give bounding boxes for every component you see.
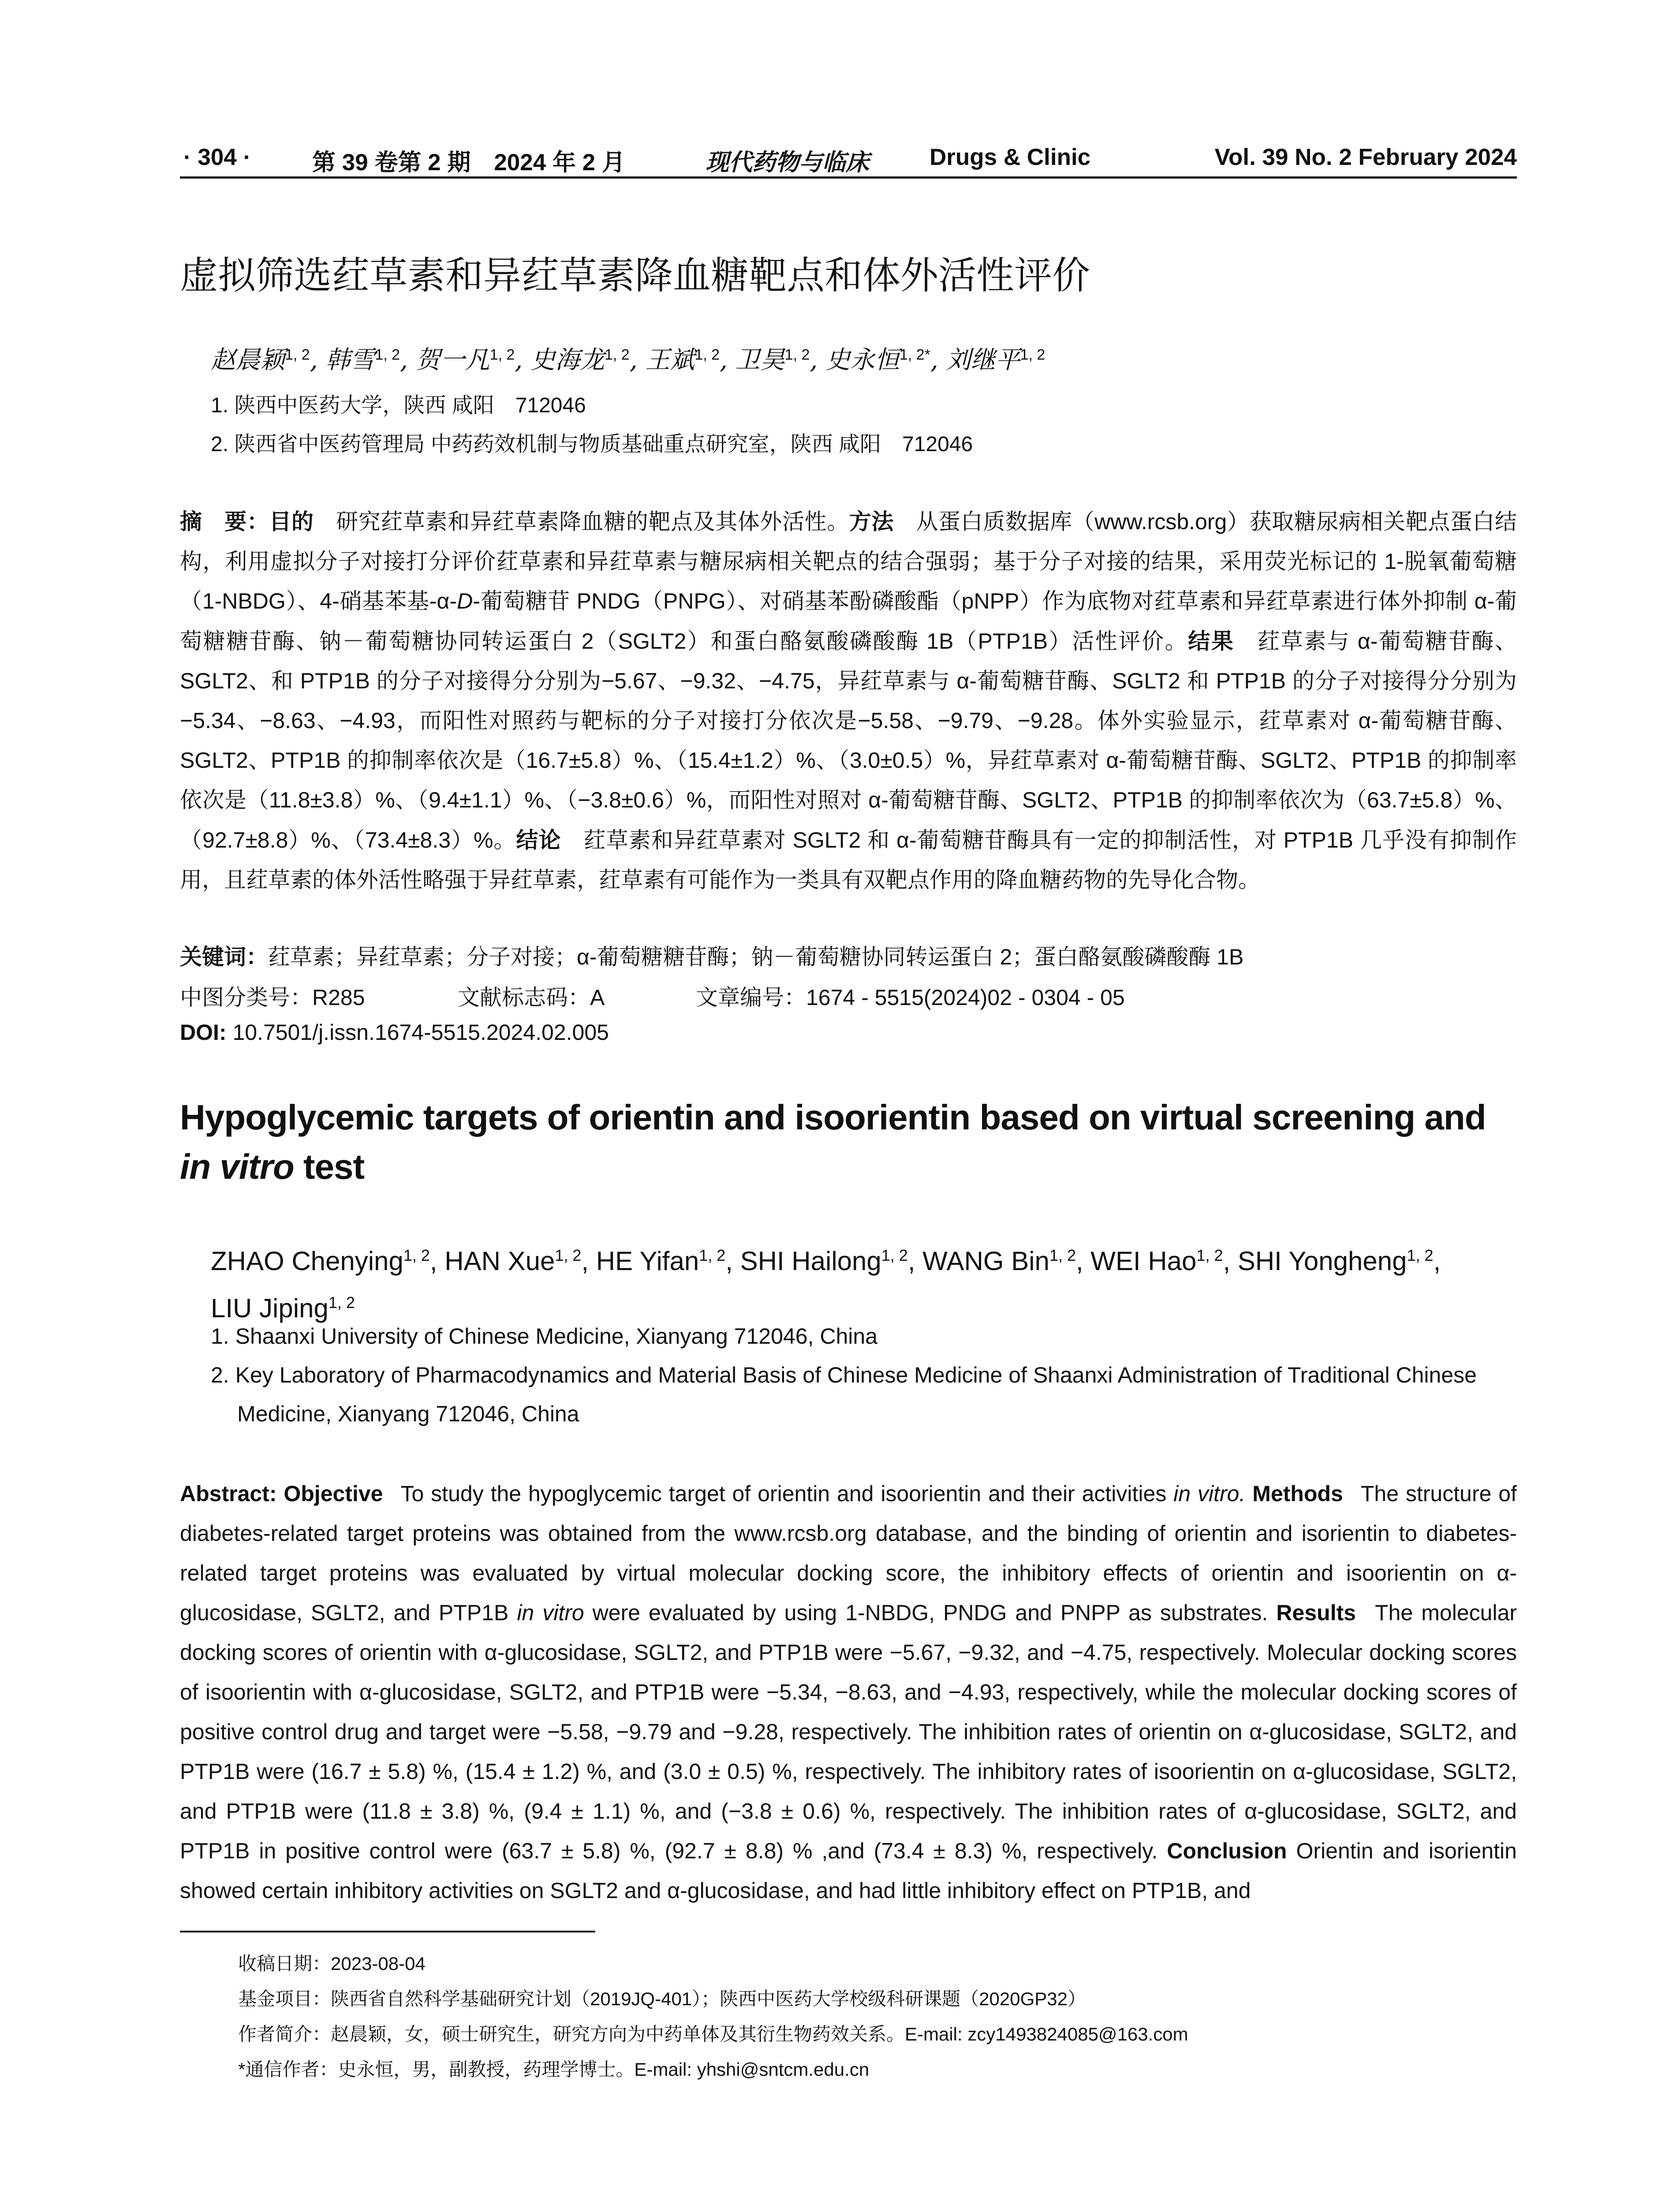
author-name: 贺一凡 xyxy=(415,346,490,374)
author-affil-sup: 1, 2 xyxy=(604,346,630,363)
author-list-cn: 赵晨颖$^{1, 2}$, 韩雪$^{1, 2}$, 贺一凡$^{1, 2}$, 史海龙$^{1, 2}$, 王斌$^{1, 2}$, 卫昊$^{1, 2}$, 史永恒$^{1, 2*}$, 刘继平$^{1, 2}$ xyxy=(211,346,1045,374)
author-name: 赵晨颖 xyxy=(211,346,285,374)
author-name: 史永恒 xyxy=(825,346,900,374)
author-name: LIU Jiping xyxy=(211,1293,329,1323)
conclusion-label: Conclusion xyxy=(1167,1839,1287,1863)
author-name: 韩雪 xyxy=(325,346,375,374)
author-name: HE Yifan xyxy=(596,1246,699,1276)
author-name: 史海龙 xyxy=(530,346,605,374)
author-affil-sup: 1, 2 xyxy=(1049,1246,1076,1264)
author-name: ZHAO Chenying xyxy=(211,1246,403,1276)
author-name: HAN Xue xyxy=(444,1246,555,1276)
author-name: WANG Bin xyxy=(922,1246,1049,1276)
abstract-objective-label: Abstract: Objective xyxy=(180,1481,383,1506)
article-title-cn: 虚拟筛选荭草素和异荭草素降血糖靶点和体外活性评价 xyxy=(180,254,1090,297)
author-affil-sup: 1, 2 xyxy=(784,346,810,363)
affiliation-en-1: 1. Shaanxi University of Chinese Medicine, Xianyang 712046, China xyxy=(211,1324,878,1349)
author-name: 王斌 xyxy=(645,346,695,374)
author-name: 卫昊 xyxy=(735,346,785,374)
conclusion-label: 结论 xyxy=(516,827,561,852)
journal-name-en: Drugs & Clinic xyxy=(930,144,1091,170)
abstract-label: 摘 要： xyxy=(180,509,269,534)
volume-issue-en: Vol. 39 No. 2 February 2024 xyxy=(1214,144,1517,170)
author-affil-sup: 1, 2 xyxy=(1196,1246,1223,1264)
author-name: SHI Yongheng xyxy=(1237,1246,1407,1276)
author-affil-sup: 1, 2 xyxy=(375,346,400,363)
doi-link[interactable]: 10.7501/j.issn.1674-5515.2024.02.005 xyxy=(226,1020,609,1045)
author-affil-sup: 1, 2 xyxy=(699,1246,726,1264)
doi-line xyxy=(180,1020,1517,1045)
article-title-en xyxy=(180,1093,1517,1192)
footnote-fund: 基金项目：陕西省自然科学基础研究计划（2019JQ-401）；陕西中医药大学校级科研课题（2020GP32） xyxy=(238,1988,1086,2009)
footnote-divider xyxy=(180,1931,595,1932)
footnote-author-bio: 作者简介：赵晨颖，女，硕士研究生，研究方向为中药单体及其衍生物药效关系。E-mail: zcy1493824085@163.com xyxy=(238,2024,1188,2044)
title-en-main: Hypoglycemic targets of orientin and isoorientin based on virtual screening and xyxy=(180,1098,1486,1137)
footnote-corresponding: *通信作者：史永恒，男，副教授，药理学博士。E-mail: yhshi@sntcm.edu.cn xyxy=(238,2059,870,2080)
affiliation-en-2: 2. Key Laboratory of Pharmacodynamics and Material Basis of Chinese Medicine of Shaanxi Administration of Traditional Chinese Medicine, Xianyang 712046, China xyxy=(211,1363,1477,1426)
volume-issue-cn: 第 39 卷第 2 期 2024 年 2 月 xyxy=(312,149,625,176)
author-affil-sup: 1, 2 xyxy=(403,1246,430,1264)
methods-label: Methods xyxy=(1252,1481,1343,1506)
methods-text-cont: were evaluated by using 1-NBDG, PNDG and PNPP as substrates. xyxy=(584,1600,1268,1625)
author-affil-sup: 1, 2 xyxy=(285,346,310,363)
methods-italic: D xyxy=(457,589,473,614)
objective-text: 研究荭草素和异荭草素降血糖的靶点及其体外活性。 xyxy=(336,509,849,534)
abstract-en xyxy=(180,1474,1517,1910)
journal-name-cn: 现代药物与临床 xyxy=(706,149,869,176)
author-list-en: ZHAO Chenying$^{1, 2}$, HAN Xue$^{1, 2}$, HE Yifan$^{1, 2}$, SHI Hailong$^{1, 2}$, WANG Bin$^{1, 2}$, WEI Hao$^{1, 2}$, SHI Yongheng$^{1, 2}$, LIU Jiping$^{1, 2}$ xyxy=(211,1246,1441,1323)
abstract-cn xyxy=(180,502,1517,900)
objective-italic: in vitro. xyxy=(1173,1481,1246,1506)
affiliation-cn-1: 1. 陕西中医药大学，陕西 咸阳 712046 xyxy=(211,394,586,417)
author-affil-sup: 1, 2* xyxy=(899,346,930,363)
conclusion-text: Orientin and isorientin showed certain inhibitory activities on SGLT2 and α-glucosidase, and had little inhibitory effect on PTP1B, and xyxy=(180,1839,1517,1903)
running-header xyxy=(180,140,1517,179)
title-en-end: test xyxy=(294,1147,365,1186)
author-affil-sup: 1, 2 xyxy=(1020,346,1045,363)
article-number: 文章编号：1674 - 5515(2024)02 - 0304 - 05 xyxy=(696,985,1125,1010)
methods-text: The structure of diabetes-related target proteins was obtained from the www.rcsb.org database, and the binding of orientin and isorientin to diabetes-related target proteins was evaluated by virtual molecular docking score, the inhibitory effects of orientin and isoorientin on α-glucosidase, SGLT2, and PTP1B xyxy=(180,1481,1517,1625)
clc-number: 中图分类号：R285 xyxy=(180,985,365,1010)
author-affil-sup: 1, 2 xyxy=(881,1246,908,1264)
author-affil-sup: 1, 2 xyxy=(555,1246,582,1264)
results-label: 结果 xyxy=(1188,628,1235,654)
footnote-received: 收稿日期：2023-08-04 xyxy=(238,1953,426,1974)
author-name: WEI Hao xyxy=(1090,1246,1197,1276)
author-affil-sup: 1, 2 xyxy=(489,346,515,363)
methods-text-cont: -葡萄糖苷 PNDG（PNPG）、对硝基苯酚磷酸酯（pNPP）作为底物对荭草素和异荭草素进行体外抑制 α-葡萄糖糖苷酶、钠－葡萄糖协同转运蛋白 2（SGLT2）和蛋白酪氨酸磷酸酶 1B（PTP1B）活性评价。 xyxy=(180,589,1517,654)
author-name: 刘继平 xyxy=(946,346,1020,374)
affiliation-cn-2: 2. 陕西省中医药管理局 中药药效机制与物质基础重点研究室，陕西 咸阳 712046 xyxy=(211,433,973,456)
results-text: 荭草素与 α-葡萄糖苷酶、SGLT2、和 PTP1B 的分子对接得分分别为−5.67、−9.32、−4.75，异荭草素与 α-葡萄糖苷酶、SGLT2 和 PTP1B 的分子对接得分分别为−5.34、−8.63、−4.93，而阳性对照药与靶标的分子对接打分依次是−5.58、−9.79、−9.28。体外实验显示，荭草素对 α-葡萄糖苷酶、SGLT2、PTP1B 的抑制率依次是（16.7±5.8）%、（15.4±1.2）%、（3.0±0.5）%，异荭草素对 α-葡萄糖苷酶、SGLT2、PTP1B 的抑制率依次是（11.8±3.8）%、（9.4±1.1）%、（−3.8±0.6）%，而阳性对照对 α-葡萄糖苷酶、SGLT2、PTP1B 的抑制率依次为（63.7±5.8）%、（92.7±8.8）%、（73.4±8.3）%。 xyxy=(180,628,1517,852)
objective-text: To study the hypoglycemic target of orientin and isoorientin and their activities xyxy=(400,1481,1174,1506)
objective-label: 目的 xyxy=(269,509,314,534)
title-en-italic: in vitro xyxy=(180,1147,294,1186)
methods-text: 从蛋白质数据库（www.rcsb.org）获取糖尿病相关靶点蛋白结构，利用虚拟分子对接打分评价荭草素和异荭草素与糖尿病相关靶点的结合强弱；基于分子对接的结果，采用荧光标记的 1-脱氧葡萄糖（1-NBDG）、4-硝基苯基-α- xyxy=(180,509,1517,614)
methods-label: 方法 xyxy=(849,509,894,534)
doi-label: DOI: xyxy=(180,1020,227,1045)
conclusion-text: 荭草素和异荭草素对 SGLT2 和 α-葡萄糖苷酶具有一定的抑制活性，对 PTP1B 几乎没有抑制作用，且荭草素的体外活性略强于异荭草素，荭草素有可能作为一类具有双靶点作用的降血糖药物的先导化合物。 xyxy=(180,827,1517,892)
author-affil-sup: 1, 2 xyxy=(694,346,720,363)
keywords-text: 荭草素；异荭草素；分子对接；α-葡萄糖糖苷酶；钠－葡萄糖协同转运蛋白 2；蛋白酪氨酸磷酸酶 1B xyxy=(268,945,1244,969)
keywords-label: 关键词： xyxy=(180,945,268,969)
results-text: The molecular docking scores of orientin with α-glucosidase, SGLT2, and PTP1B were −5.67, −9.32, and −4.75, respectively. Molecular docking scores of isoorientin with α-glucosidase, SGLT2, and PTP1B were −5.34, −8.63, and −4.93, respectively, while the molecular docking scores of positive control drug and target were −5.58, −9.79 and −9.28, respectively. The inhibition rates of orientin on α-glucosidase, SGLT2, and PTP1B were (16.7 ± 5.8) %, (15.4 ± 1.2) %, and (3.0 ± 0.5) %, respectively. The inhibitory rates of isoorientin on α-glucosidase, SGLT2, and PTP1B were (11.8 ± 3.8) %, (9.4 ± 1.1) %, and (−3.8 ± 0.6) %, respectively. The inhibition rates of α-glucosidase, SGLT2, and PTP1B in positive control were (63.7 ± 5.8) %, (92.7 ± 8.8) % ,and (73.4 ± 8.3) %, respectively. xyxy=(180,1600,1517,1863)
document-code: 文献标志码：A xyxy=(458,985,605,1010)
methods-italic: in vitro xyxy=(517,1600,584,1625)
author-affil-sup: 1, 2 xyxy=(1407,1246,1434,1264)
page-number: · 304 · xyxy=(183,144,251,170)
author-affil-sup: 1, 2 xyxy=(328,1293,355,1312)
author-name: SHI Hailong xyxy=(740,1246,881,1276)
results-label: Results xyxy=(1276,1600,1356,1625)
keywords-cn xyxy=(180,939,1517,971)
